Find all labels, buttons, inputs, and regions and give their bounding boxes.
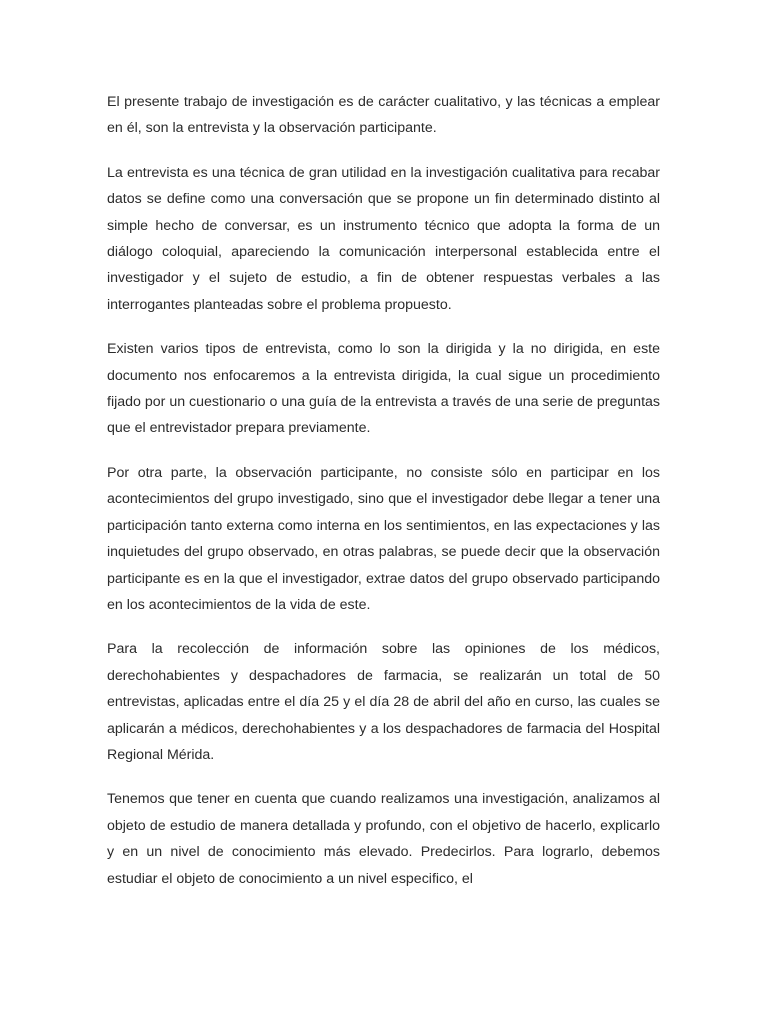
paragraph-research-type: El presente trabajo de investigación es de carácter cualitativo, y las técnicas a emplear en él, son la entrevista y la observación participante.	[107, 94, 660, 137]
paragraph-study-depth: Tenemos que tener en cuenta que cuando realizamos una investigación, analizamos al objeto de estudio de manera detallada y profundo, con el objetivo de hacerlo, explicarlo y en un nivel de conocimiento más elevado. Predecirlos. Para lograrlo, debemos estudiar el objeto de conocimiento a un nivel especifico, el	[107, 791, 660, 887]
paragraph-data-collection: Para la recolección de información sobre las opiniones de los médicos, derechohabientes y despachadores de farmacia, se realizarán un total de 50 entrevistas, aplicadas entre el día 25 y el día 28 de abril del año en curso, las cuales se aplicarán a médicos, derechohabientes y a los despachadores de farmacia del Hospital Regional Mérida.	[107, 641, 660, 763]
paragraph-interview-definition: La entrevista es una técnica de gran utilidad en la investigación cualitativa para recabar datos se define como una conversación que se propone un fin determinado distinto al simple hecho de conversar, es un instrumento técnico que adopta la forma de un diálogo coloquial, apareciendo la comunicación interpersonal establecida entre el investigador y el sujeto de estudio, a fin de obtener respuestas verbales a las interrogantes planteadas sobre el problema propuesto.	[107, 164, 660, 313]
document-body	[107, 89, 660, 910]
paragraph-participant-observation: Por otra parte, la observación participante, no consiste sólo en participar en los acontecimientos del grupo investigado, sino que el investigador debe llegar a tener una participación tanto externa como interna en los sentimientos, en las expectaciones y las inquietudes del grupo observado, en otras palabras, se puede decir que la observación participante es en la que el investigador, extrae datos del grupo observado participando en los acontecimientos de la vida de este.	[107, 464, 660, 613]
paragraph-interview-types: Existen varios tipos de entrevista, como lo son la dirigida y la no dirigida, en este documento nos enfocaremos a la entrevista dirigida, la cual sigue un procedimiento fijado por un cuestionario o una guía de la entrevista a través de una serie de preguntas que el entrevistador prepara previamente.	[107, 341, 660, 437]
